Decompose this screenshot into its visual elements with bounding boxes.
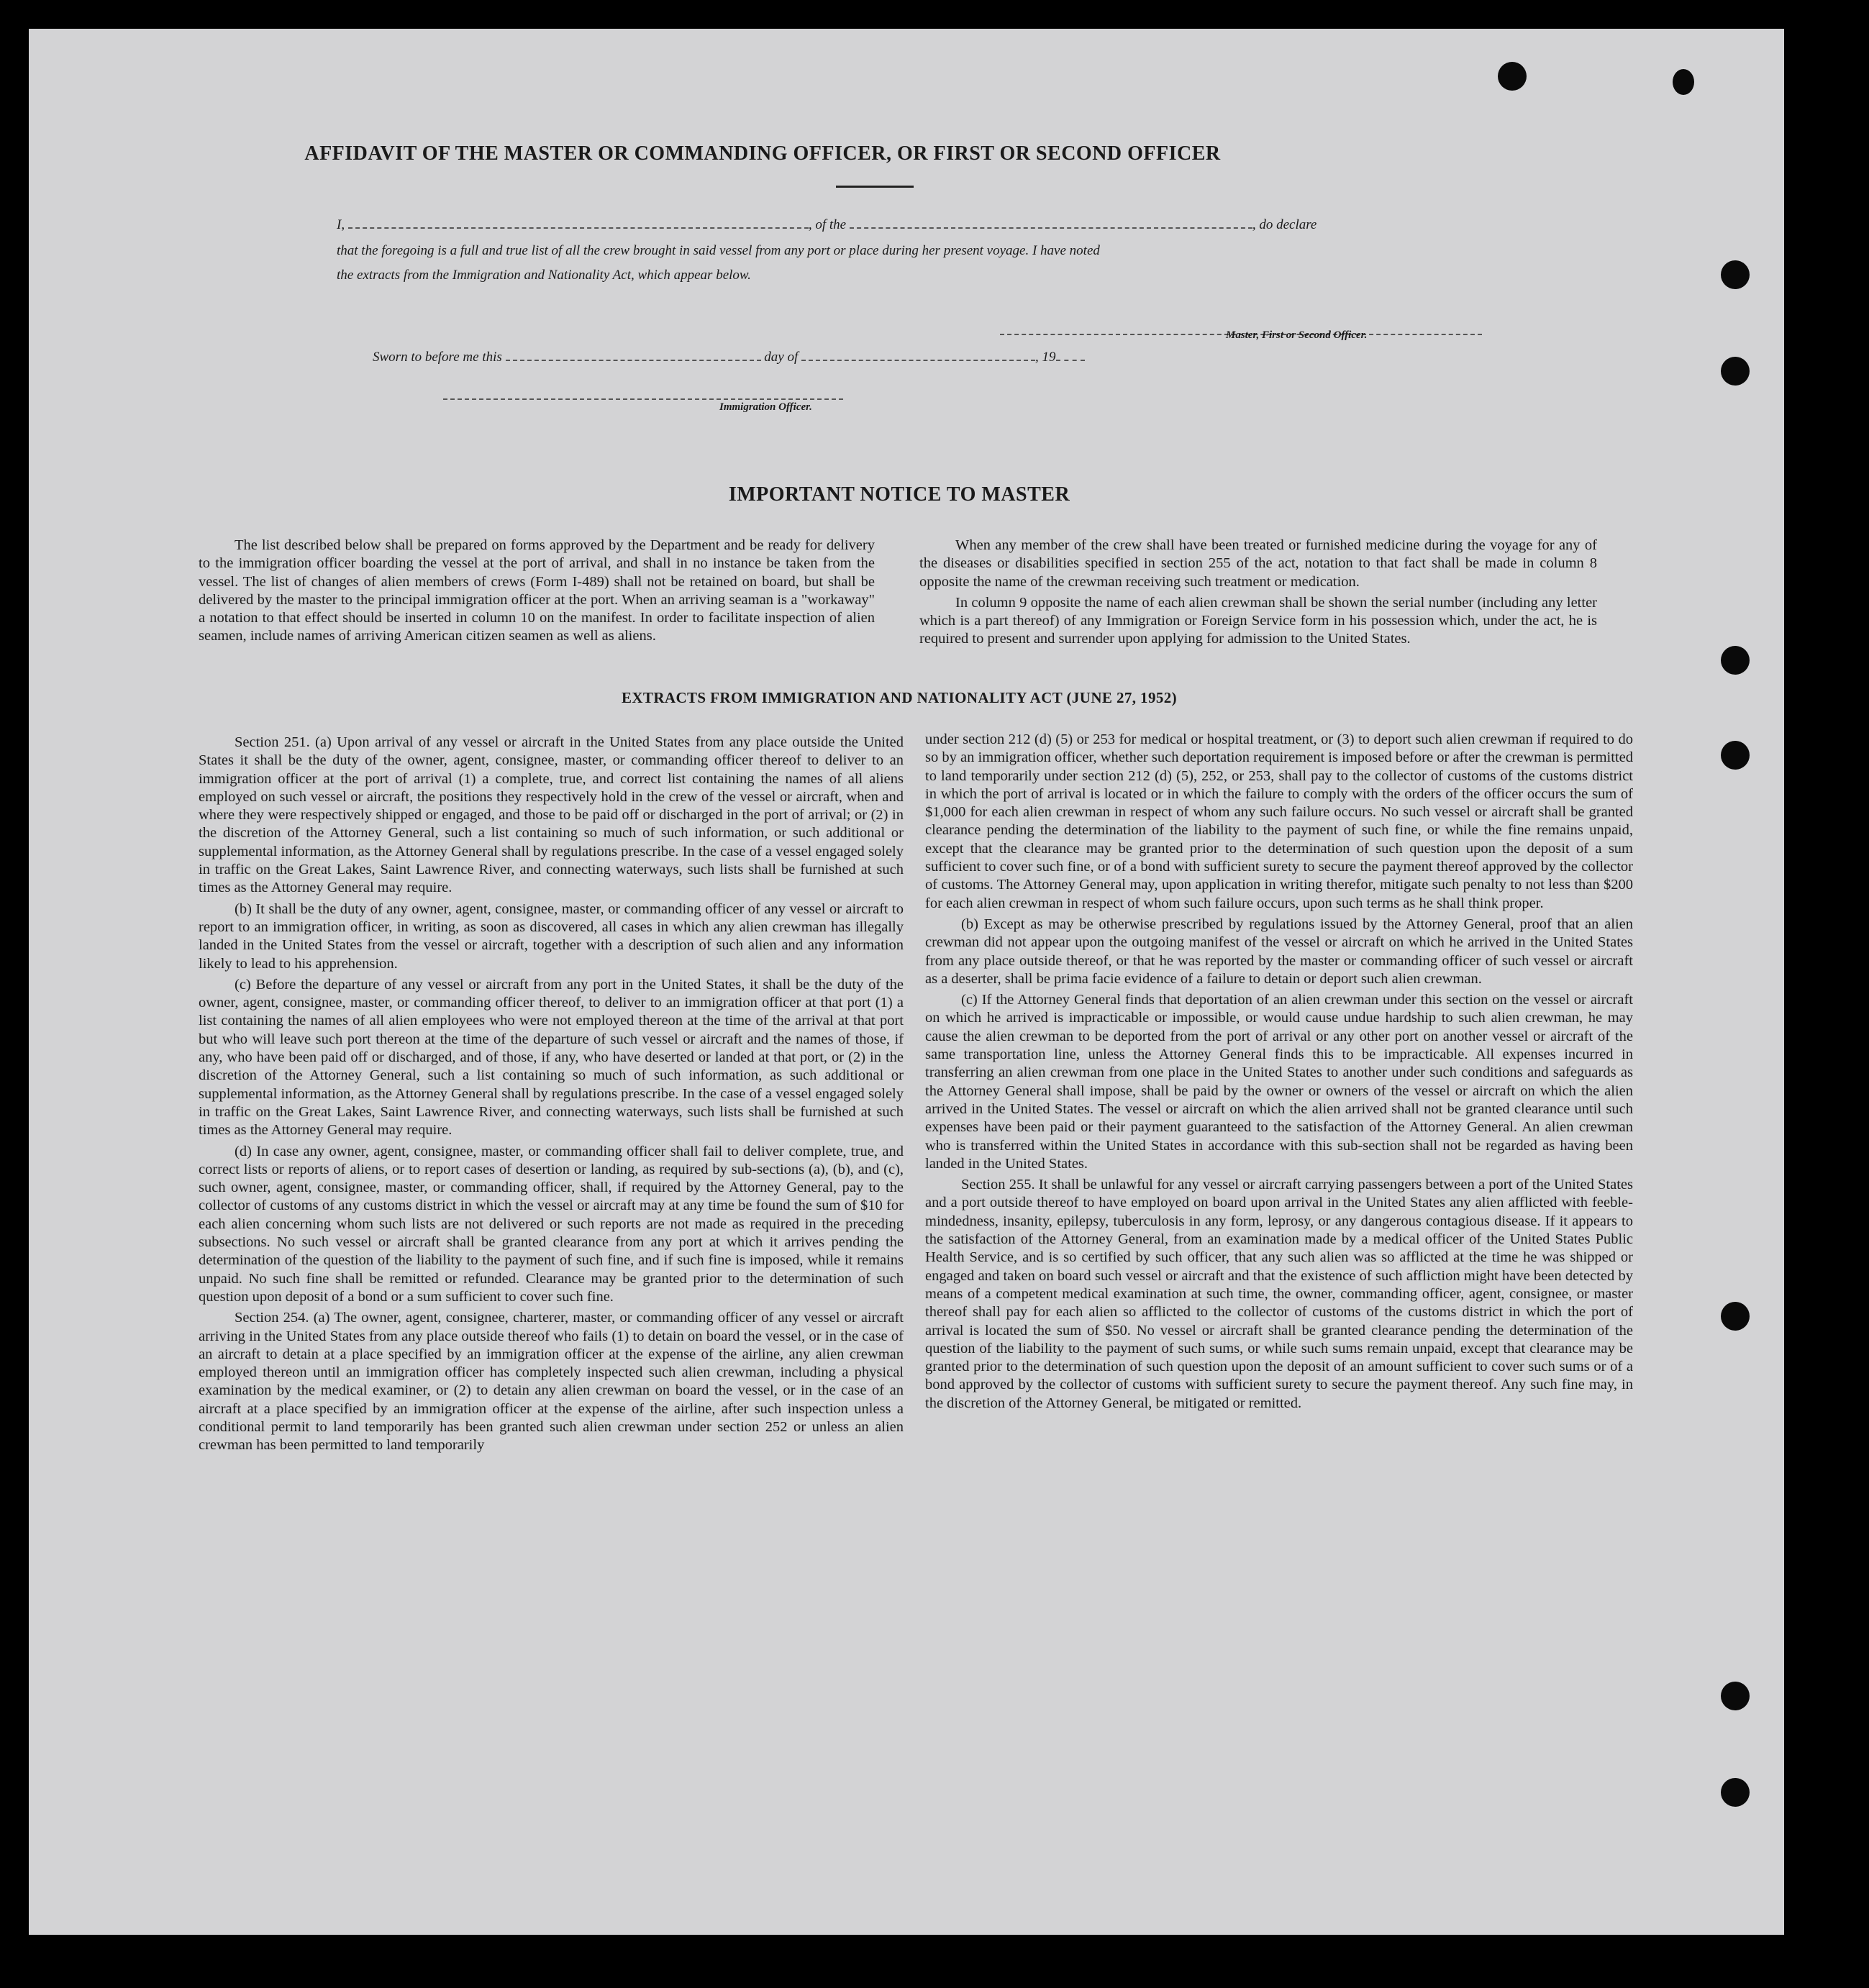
punch-hole	[1721, 1302, 1750, 1331]
sworn-month-blank	[801, 350, 1035, 361]
sworn-prefix: Sworn to before me this	[373, 350, 502, 365]
affidavit-line-1	[337, 217, 1317, 233]
notice-right-paragraph-1: When any member of the crew shall have been treated or furnished medicine during the voyage for any of the diseases or disabilities specified in section 255 of the act, notation to that fact shall be made in column 8 opposite the name of the crewman receiving such treatment or medication.	[919, 537, 1597, 590]
section-254-a: Section 254. (a) The owner, agent, consignee, charterer, master, or commanding officer of any vessel or aircraft arriving in the United States from any place outside thereof who fails (1) to detain on board the vessel, or in the case of an aircraft to detain at a place specified by an immigration officer at the expense of the airline, any alien crewman employed thereon until an immigration officer has completely inspected such alien crewman, including a physical examination by the medical examiner, or (2) to detain any alien crewman on board the vessel, or in the case of an aircraft at a place specified by an immigration officer at the expense of the airline, after such inspection unless a conditional permit to land temporarily has been granted such alien crewman under section 252 or unless an alien crewman has been permitted to land temporarily	[199, 1310, 904, 1454]
punch-hole	[1673, 69, 1694, 95]
notice-left-column	[199, 537, 875, 653]
section-251-a: Section 251. (a) Upon arrival of any vessel or aircraft in the United States from any place outside the United States it shall be the duty of the owner, agent, consignee, master, or commanding officer thereof to deliver to an immigration officer at the port of arrival (1) a complete, true, and correct list containing the names of all aliens employed on such vessel or aircraft, the positions they respectively hold in the crew of the vessel or aircraft, when and where they were respectively shipped or engaged, and those to be paid off or discharged in the port of arrival; or (2) in the discretion of the Attorney General, such a list containing so much of such information, or such additional or supplemental information, as the Attorney General shall by regulations prescribe. In the case of a vessel engaged solely in traffic on the Great Lakes, Saint Lawrence River, and connecting waterways, such lists shall be furnished at such times as the Attorney General may require.	[199, 734, 904, 896]
section-255: Section 255. It shall be unlawful for any vessel or aircraft carrying passengers between a port of the United States and a port outside thereof to have employed on board upon arrival in the United States any alien afflicted with feeble-mindedness, insanity, epilepsy, tuberculosis in any form, leprosy, or any dangerous contagious disease. If it appears to the satisfaction of the Attorney General, from an examination made by a medical officer of the United States Public Health Service, and is so certified by such officer, that any such alien was so afflicted at the time he was shipped or engaged and taken on board such vessel or aircraft and that the existence of such affliction might have been detected by means of a competent medical examination at such time, the owner, commanding officer, agent, consignee, or master thereof shall pay for each alien so afflicted to the collector of customs of the customs district in which the port of arrival is located the sum of $50. No vessel or aircraft shall be granted clearance pending the determination of the question of the liability to the payment of such sums, or while such sums remain unpaid, except that clearance may be granted prior to the determination of such question upon the deposit of an amount sufficient to cover such sums or of a bond approved by the collector of customs with sufficient surety to secure the payment thereof. Any such fine may, in the discretion of the Attorney General, be mitigated or remitted.	[925, 1177, 1633, 1411]
title-underline	[836, 186, 914, 188]
vessel-blank	[850, 217, 1252, 229]
sworn-year: , 19	[1035, 350, 1056, 365]
name-blank	[348, 217, 809, 229]
sworn-day-of: day of	[764, 350, 799, 365]
sworn-year-blank	[1056, 350, 1085, 361]
section-251-d: (d) In case any owner, agent, consignee, master, or commanding officer shall fail to deliver complete, true, and correct lists or reports of aliens, or to report cases of desertion or landing, as required by sub-sections (a), (b), and (c), such owner, agent, consignee, master, or commanding officer, shall, if required by the Attorney General, pay to the collector of customs of any customs district in which the vessel or aircraft may at any time be found the sum of $10 for each alien concerning whom such lists are not delivered or such reports are not made as required in the preceding subsections. No such vessel or aircraft shall be granted clearance from any port at which it arrives pending the determination of the question of the liability to the payment of such fine, and if such fine is imposed, while it remains unpaid. No such fine shall be remitted or refunded. Clearance may be granted prior to the determination of such question upon deposit of a bond or a sum sufficient to cover such fine.	[199, 1143, 904, 1305]
section-254-a-continued: under section 212 (d) (5) or 253 for medical or hospital treatment, or (3) to deport such alien crewman if required to do so by an immigration officer, whether such deportation requirement is imposed before or after the crewman is permitted to land temporarily under section 212 (d) (5), 252, or 253, shall pay to the collector of customs of the customs district in which the port of arrival is located or in which the failure to comply with the orders of the officer occurs the sum of $1,000 for each alien crewman in respect of whom any such failure occurs. No such vessel or aircraft shall be granted clearance pending the determination of the liability to the payment of such fine, or while the fine remains unpaid, except that the clearance may be granted prior to the determination of such question upon the deposit of a sum sufficient to cover such fine, or of a bond with sufficient surety to secure the payment thereof approved by the collector of customs. The Attorney General may, upon application in writing therefor, mitigate such penalty to not less than $200 for each alien crewman in respect of whom such failure occurs, upon such terms as he shall think proper.	[925, 731, 1633, 911]
extracts-left-column	[199, 734, 904, 1458]
affidavit-line-3: the extracts from the Immigration and Nationality Act, which appear below.	[337, 268, 751, 283]
section-251-c: (c) Before the departure of any vessel or aircraft from any port in the United States, it shall be the duty of the owner, agent, consignee, master, or commanding officer thereof, to deliver to an immigration officer at that port (1) a list containing the names of all alien employees who were not employed thereon at the time of the arrival at that port but who will leave such port thereon at the time of the departure of such vessel or aircraft and the names of those, if any, who have been paid off or discharged, and of those, if any, who have deserted or landed at that port, or (2) in the discretion of the Attorney General, such a list containing so much of such information, as such additional or supplemental information, as the Attorney General shall by regulations prescribe. In the case of a vessel engaged solely in traffic on the Great Lakes, Saint Lawrence River, and connecting waterways, such lists shall be furnished at such times as the Attorney General may require.	[199, 976, 904, 1139]
affidavit-line-2: that the foregoing is a full and true list of all the crew brought in said vessel from any port or place during her present voyage. I have noted	[337, 243, 1100, 258]
punch-hole	[1721, 260, 1750, 289]
affidavit-of-the: , of the	[808, 217, 847, 232]
affidavit-declare: , do declare	[1252, 217, 1317, 232]
notice-right-paragraph-2: In column 9 opposite the name of each alien crewman shall be shown the serial number (including any letter which is a part thereof) of any Immigration or Foreign Service form in his possession which, under the act, he is required to present and surrender upon applying for admission to the United States.	[919, 594, 1597, 647]
affidavit-title: AFFIDAVIT OF THE MASTER OR COMMANDING OFFICER, OR FIRST OR SECOND OFFICER	[304, 142, 1221, 165]
sworn-line	[373, 350, 1085, 365]
punch-hole	[1721, 1682, 1750, 1710]
officer-signature-label: Immigration Officer.	[719, 401, 812, 413]
notice-left-paragraph: The list described below shall be prepared on forms approved by the Department and be ready for delivery to the immigration officer boarding the vessel at the port of arrival, and shall in no instance be taken from the vessel. The list of changes of alien members of crews (Form I-489) shall not be retained on board, but shall be delivered by the master to the principal immigration officer at the port. When an arriving seaman is a "workaway" a notation to that effect should be inserted in column 10 on the manifest. In order to facilitate inspection of alien seamen, include names of arriving American citizen seamen as well as aliens.	[199, 537, 875, 644]
notice-right-column	[919, 537, 1597, 656]
extracts-right-column	[925, 731, 1633, 1415]
officer-signature-line	[443, 388, 843, 400]
punch-hole	[1721, 741, 1750, 770]
extracts-title: EXTRACTS FROM IMMIGRATION AND NATIONALITY ACT (JUNE 27, 1952)	[621, 689, 1178, 706]
affidavit-i: I,	[337, 217, 345, 232]
punch-hole	[1498, 62, 1527, 91]
punch-hole	[1721, 357, 1750, 386]
sworn-day-blank	[506, 350, 761, 361]
section-251-b: (b) It shall be the duty of any owner, agent, consignee, master, or commanding officer of any vessel or aircraft to report to an immigration officer, in writing, as soon as discovered, all cases in which any alien crewman has illegally landed in the United States from the vessel or aircraft, together with a description of such alien and any information likely to lead to his apprehension.	[199, 900, 904, 972]
punch-hole	[1721, 1778, 1750, 1807]
document-page	[29, 29, 1784, 1935]
punch-hole	[1721, 646, 1750, 675]
section-254-b: (b) Except as may be otherwise prescribed by regulations issued by the Attorney General, proof that an alien crewman did not appear upon the outgoing manifest of the vessel or aircraft on which he arrived in the United States from any place outside thereof, or that he was reported by the master or commanding officer of such vessel or aircraft as a deserter, shall be prima facie evidence of a failure to detain or deport such alien crewman.	[925, 916, 1633, 987]
notice-title: IMPORTANT NOTICE TO MASTER	[728, 483, 1070, 506]
section-254-c: (c) If the Attorney General finds that deportation of an alien crewman under this section on the vessel or aircraft on which he arrived is impracticable or impossible, or would cause undue hardship to such alien crewman, he may cause the alien crewman to be deported from the port of arrival or any other port on another vessel or aircraft of the same transportation line, unless the Attorney General finds this to be impracticable. All expenses incurred in transferring an alien crewman from one place in the United States to another under such conditions and safeguards as the Attorney General shall impose, shall be paid by the owner or owners of the vessel or aircraft on which the alien arrived in the United States. The vessel or aircraft on which the alien arrived shall not be granted clearance until such expenses have been paid or their payment guaranteed to the satisfaction of the Attorney General. An alien crewman who is transferred within the United States in accordance with this sub-section shall not be regarded as having been landed in the United States.	[925, 992, 1633, 1172]
master-signature-label: Master, First or Second Officer.	[1226, 329, 1368, 341]
